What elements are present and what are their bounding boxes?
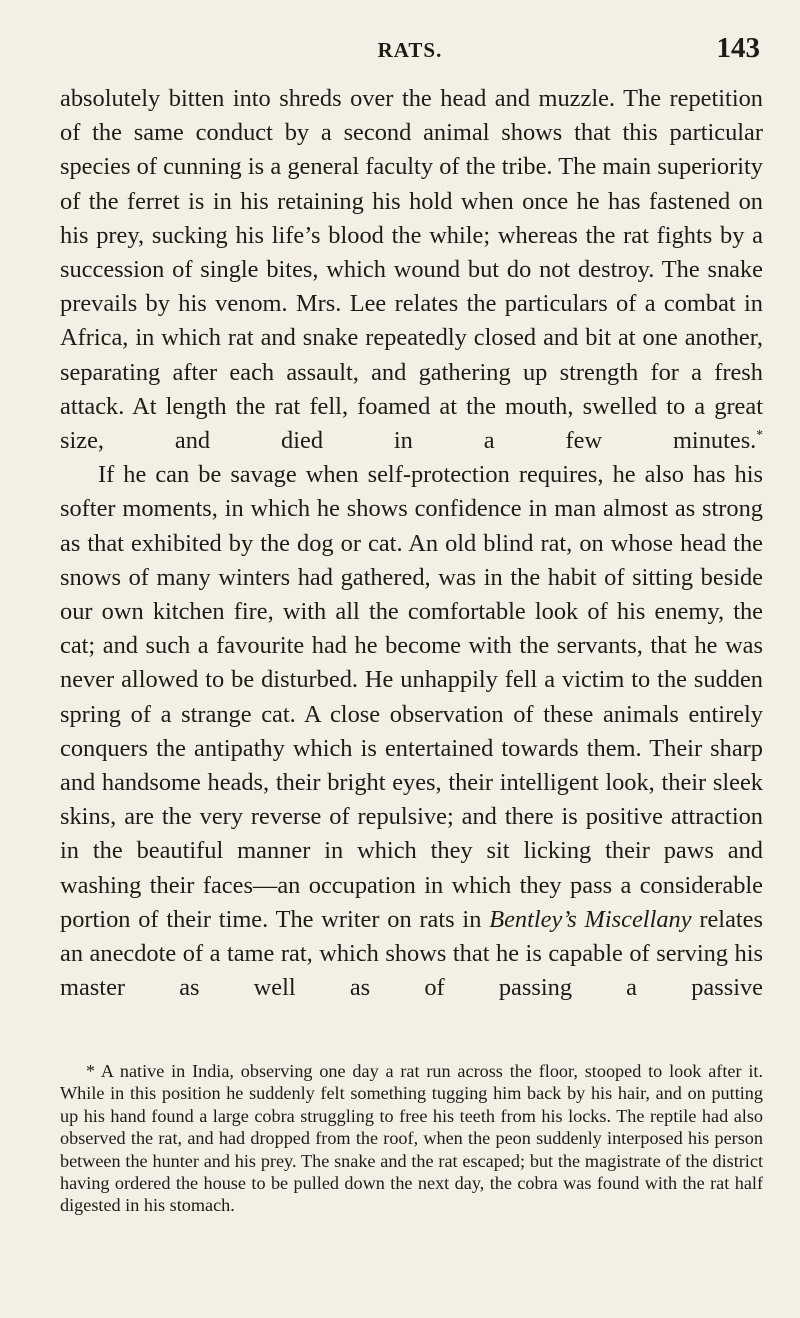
paragraph-1-text: absolutely bitten into shreds over the head and muzzle. The repetition of the same conduct by a second animal shows that this particular species of cunning is a general faculty of the tribe. The main superiority of the ferret is in his retaining his hold when once he has fastened on his prey, sucking his life’s blood the while; whereas the rat fights by a succession of single bites, which wound but do not destroy. The snake prevails by his venom. Mrs. Lee relates the particulars of a combat in Africa, in which rat and snake repeatedly closed and bit at one another, separating after each assault, and gathering up strength for a fresh attack. At length the rat fell, foamed at the mouth, swelled to a great size, and died in a few minutes. bbox=[60, 85, 763, 455]
paragraph-2-continuation: relates an anecdote of a tame rat, which shows that he is capable of serving his master as well as of passing a passive bbox=[60, 905, 763, 1002]
page-header bbox=[60, 32, 760, 72]
paragraph-2 bbox=[60, 458, 763, 1005]
main-text bbox=[60, 82, 763, 1005]
footnote bbox=[60, 1060, 763, 1217]
page-number: 143 bbox=[716, 32, 760, 64]
running-head: RATS. bbox=[377, 38, 443, 62]
footnote-reference: * bbox=[756, 426, 763, 442]
footnote-text: A native in India, observing one day a rat run across the floor, stooped to look after it. While in this position he suddenly felt something tugging him back by his hair, and on putting up his hand found a large cobra struggling to free his teeth from his locks. The reptile had also observed the rat, and had dropped from the roof, when the peon suddenly interposed his person between the hunter and his prey. The snake and the rat escaped; but the magistrate of the district having ordered the house to be pulled down the next day, the cobra was found with the rat half digested in his stomach. bbox=[60, 1061, 763, 1216]
cited-work-title: Bentley’s Miscellany bbox=[489, 905, 692, 933]
footnote-paragraph bbox=[60, 1060, 763, 1217]
paragraph-1 bbox=[60, 82, 763, 458]
footnote-mark: * bbox=[86, 1061, 96, 1081]
paragraph-2-text: If he can be savage when self-protection requires, he also has his softer moments, in which he shows confidence in man almost as strong as that exhibited by the dog or cat. An old blind rat, on whose head the snows of many winters had gathered, was in the habit of sitting beside our own kitchen fire, with all the comfortable look of his enemy, the cat; and such a favourite had he become with the servants, that he was never allowed to be disturbed. He unhappily fell a victim to the sudden spring of a strange cat. A close observation of these animals entirely conquers the antipathy which is entertained towards them. Their sharp and handsome heads, their bright eyes, their intelligent look, their sleek skins, are the very reverse of repulsive; and there is positive attraction in the beautiful manner in which they sit licking their paws and washing their faces—an occupation in which they pass a considerable portion of their time. The writer on rats in bbox=[60, 461, 763, 933]
